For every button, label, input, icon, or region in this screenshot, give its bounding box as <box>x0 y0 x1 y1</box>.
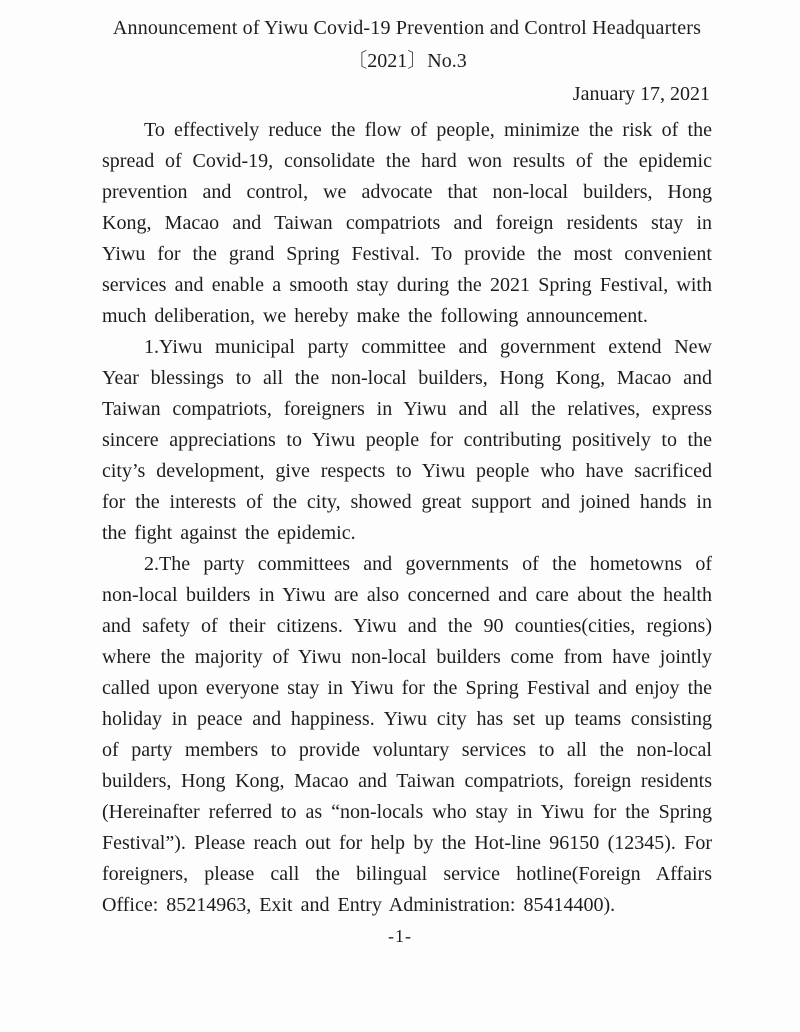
paragraph-item-1: 1.Yiwu municipal party committee and government extend New Year blessings to all the non-local builders, Hong Kong, Macao and Taiwan compatriots, foreigners in Yiwu and all the relatives, express sincere appreciations to Yiwu people for contributing positively to the city’s development, give respects to Yiwu people who have sacrificed for the interests of the city, showed great support and joined hands in the fight against the epidemic. <box>102 336 712 544</box>
document-title: Announcement of Yiwu Covid-19 Prevention and Control Headquarters <box>112 17 702 39</box>
document-content <box>102 0 712 921</box>
document-date: January 17, 2021 <box>572 83 710 105</box>
document-number: 〔2021〕No.3 <box>347 50 467 72</box>
paragraph-intro: To effectively reduce the flow of people, minimize the risk of the spread of Covid-19, consolidate the hard won results of the epidemic prevention and control, we advocate that non-local builders, Hong Kong, Macao and Taiwan compatriots and foreign residents stay in Yiwu for the grand Spring Festival. To provide the most convenient services and enable a smooth stay during the 2021 Spring Festival, with much deliberation, we hereby make the following announcement. <box>102 119 712 327</box>
page-number: -1- <box>388 926 412 946</box>
paragraph-item-2: 2.The party committees and governments of the hometowns of non-local builders in Yiwu are also concerned and care about the health and safety of their citizens. Yiwu and the 90 counties(cities, regions) where the majority of Yiwu non-local builders come from have jointly called upon everyone stay in Yiwu for the Spring Festival and enjoy the holiday in peace and happiness. Yiwu city has set up teams consisting of party members to provide voluntary services to all the non-local builders, Hong Kong, Macao and Taiwan compatriots, foreign residents (Hereinafter referred to as “non-locals who stay in Yiwu for the Spring Festival”). Please reach out for help by the Hot-line 96150 (12345). For foreigners, please call the bilingual service hotline(Foreign Affairs Office: 85214963, Exit and Entry Administration: 85414400). <box>102 553 712 916</box>
